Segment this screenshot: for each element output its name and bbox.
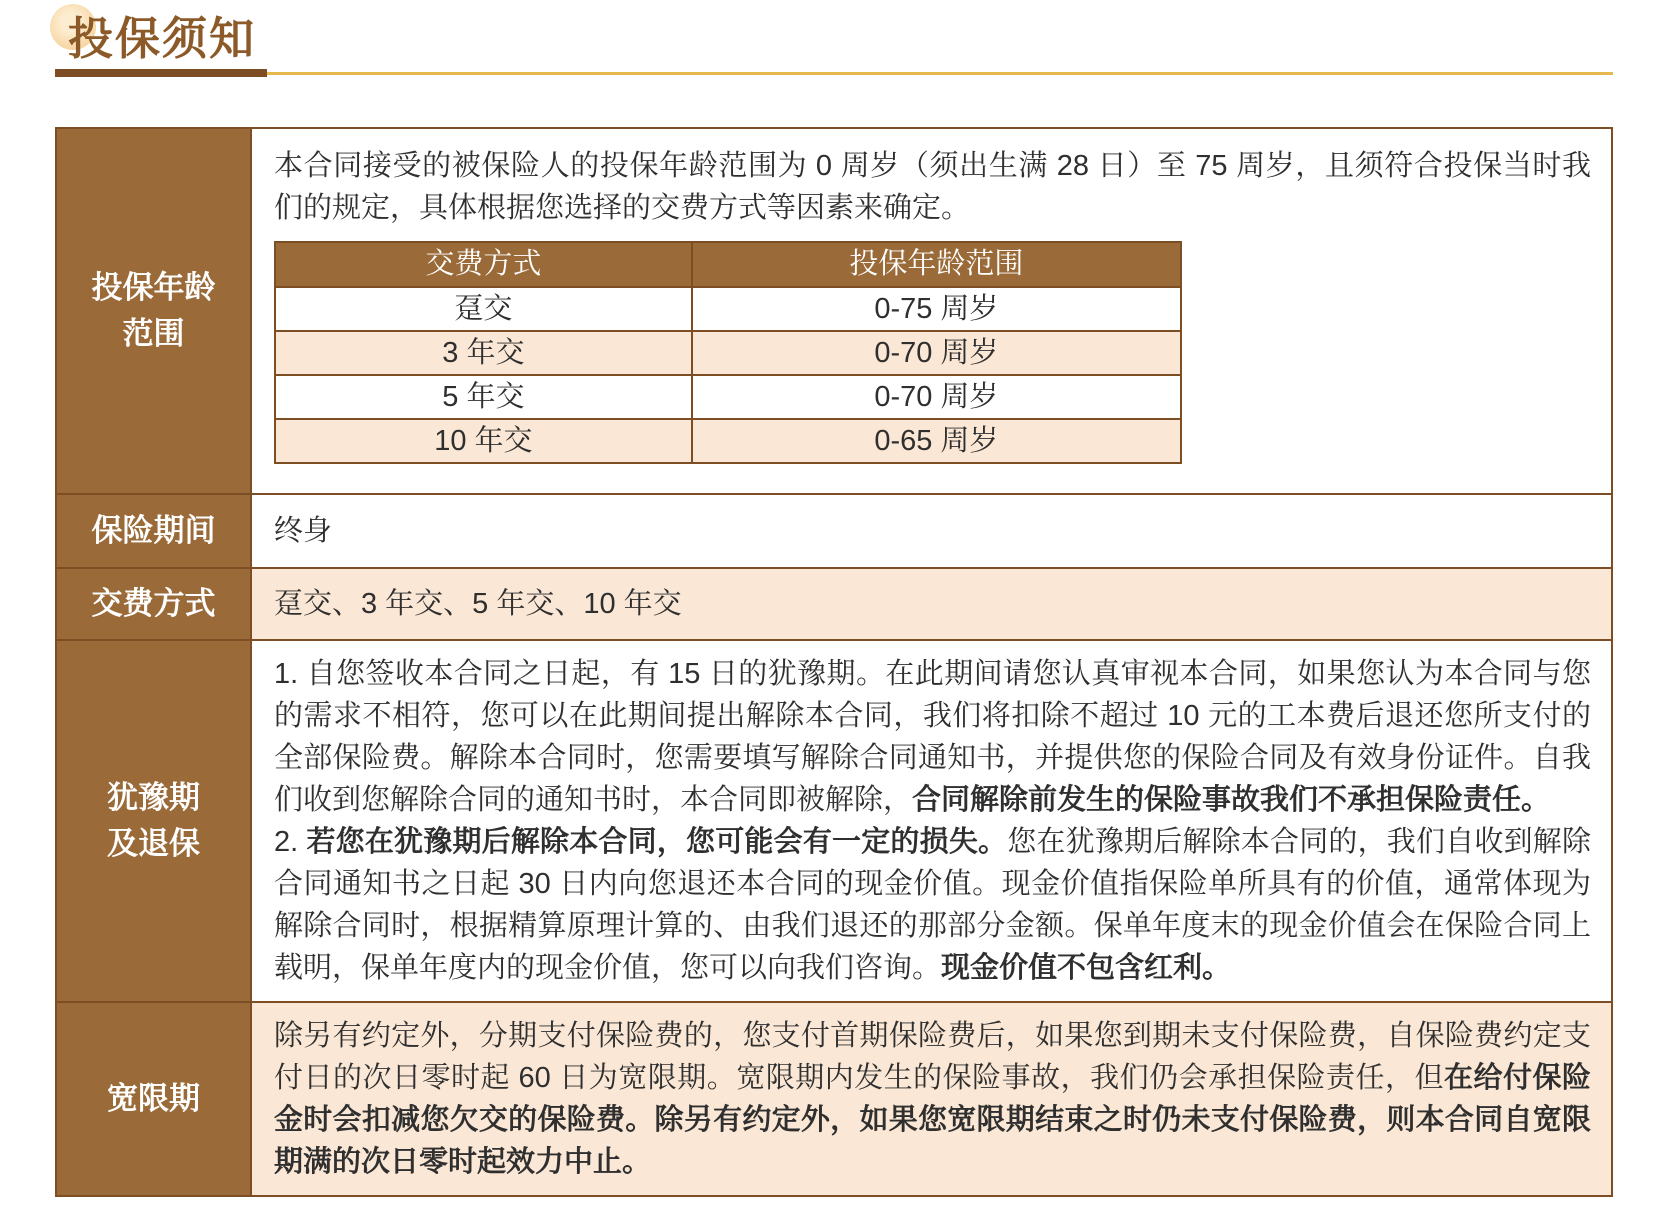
title-underline-brown-segment [55, 69, 267, 77]
table-row-insurance-period [57, 493, 1611, 567]
bold-text-run: 在给付保险金时会扣减您欠交的保险费。除另有约定外，如果您宽限期结束之时仍未支付保险费，则本合同自宽限期满的次日零时起效力中止。 [274, 1062, 1591, 1178]
row-label-line: 范围 [122, 316, 185, 351]
hesitation-paragraph-2 [274, 821, 1591, 989]
payment-method-value: 趸交、3 年交、5 年交、10 年交 [274, 588, 682, 620]
title-underline [55, 69, 1613, 77]
bold-text-run: 若您在犹豫期后解除本合同，您可能会有一定的损失。 [306, 826, 1008, 858]
row-label-grace-period [57, 1003, 252, 1195]
cell-payment-method: 5 年交 [275, 375, 692, 419]
table-row [275, 287, 1181, 331]
row-label-line: 宽限期 [107, 1080, 200, 1116]
page-title: 投保须知 [68, 13, 257, 64]
row-label-insurance-period [57, 495, 252, 567]
cell-payment-method: 3 年交 [275, 331, 692, 375]
bold-text-run: 现金价值不包含红利。 [941, 952, 1232, 984]
row-label-line: 保险期间 [91, 512, 216, 548]
title-underline-gold-segment [267, 72, 1613, 75]
notice-table [55, 127, 1613, 1197]
cell-age-range: 0-75 周岁 [692, 287, 1181, 331]
grace-period-paragraph [274, 1015, 1591, 1183]
row-content-grace-period [252, 1003, 1611, 1195]
column-header-payment-method: 交费方式 [275, 242, 692, 287]
table-row-payment-method [57, 567, 1611, 639]
text-run: 您在犹豫期后解除本合同的，我们自收到解除合同通知书之日起 30 日内向您退还本合同的现金价值。现金价值指保险单所具有的价值，通常体现为解除合同时，根据精算原理计算的、由我们退还的那部分金额。保单年度末的现金价值会在保险合同上载明，保单年度内的现金价值，您可以向我们咨询。 [274, 826, 1591, 984]
row-label-line: 交费方式 [91, 585, 216, 621]
column-header-age-range: 投保年龄范围 [692, 242, 1181, 287]
text-run: 1. 自您签收本合同之日起，有 15 日的犹豫期。在此期间请您认真审视本合同，如果您认为本合同与您的需求不相符，您可以在此期间提出解除本合同，我们将扣除不超过 10 元的工本费后退还您所支付的全部保险费。解除本合同时，您需要填写解除合同通知书，并提供您的保险合同及有效身份证件。自我们收到您解除合同的通知书时，本合同即被解除， [274, 658, 1591, 816]
cell-age-range: 0-70 周岁 [692, 331, 1181, 375]
row-label-hesitation-period [57, 641, 252, 1001]
row-label-payment-method [57, 569, 252, 639]
cell-age-range: 0-65 周岁 [692, 419, 1181, 463]
insuring-age-intro-paragraph: 本合同接受的被保险人的投保年龄范围为 0 周岁（须出生满 28 日）至 75 周岁，且须符合投保当时我们的规定，具体根据您选择的交费方式等因素来确定。 [274, 150, 1591, 224]
insurance-period-value: 终身 [274, 515, 333, 547]
row-content-payment-method [252, 569, 1611, 639]
text-run: 除另有约定外，分期支付保险费的，您支付首期保险费后，如果您到期未支付保险费，自保险费约定支付日的次日零时起 60 日为宽限期。宽限期内发生的保险事故，我们仍会承担保险责任，但 [274, 1020, 1591, 1094]
bold-text-run: 合同解除前发生的保险事故我们不承担保险责任。 [912, 784, 1551, 816]
table-row-grace-period [57, 1001, 1611, 1195]
cell-payment-method: 10 年交 [275, 419, 692, 463]
table-row-hesitation-period [57, 639, 1611, 1001]
row-content-insurance-period [252, 495, 1611, 567]
row-label-line: 犹豫期 [107, 779, 200, 815]
hesitation-paragraph-1 [274, 653, 1591, 821]
row-label-insuring-age [57, 129, 252, 493]
row-label-line: 投保年龄 [91, 269, 216, 305]
table-row [275, 375, 1181, 419]
row-content-insuring-age [252, 129, 1611, 493]
row-content-hesitation-period [252, 641, 1611, 1001]
table-row [275, 419, 1181, 463]
cell-payment-method: 趸交 [275, 287, 692, 331]
text-run: 2. [274, 826, 307, 858]
row-label-line: 及退保 [107, 826, 200, 861]
cell-age-range: 0-70 周岁 [692, 375, 1181, 419]
table-row-insuring-age [57, 129, 1611, 493]
age-range-table [274, 241, 1182, 464]
age-range-table-header-row [275, 242, 1181, 287]
table-row [275, 331, 1181, 375]
